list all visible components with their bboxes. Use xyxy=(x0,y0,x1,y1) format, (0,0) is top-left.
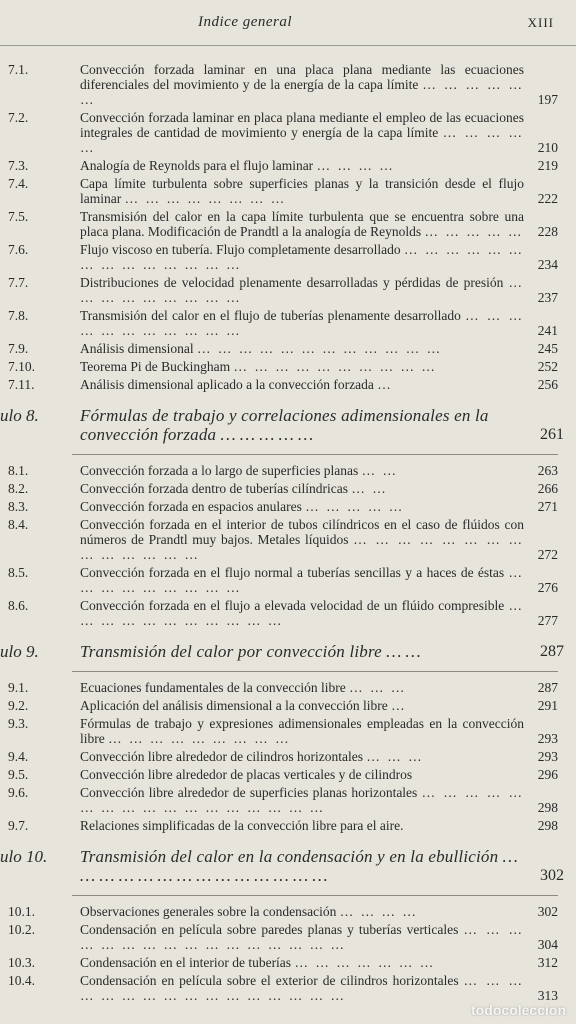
leader-dots: … xyxy=(377,377,393,392)
leader-dots: … … … … … … … … … … … … … … … … … xyxy=(80,785,525,815)
entry-title: Convección forzada laminar en placa plana mediante el empleo de las ecuaciones integrales de cantidad de movimiento y energía de la capa límite xyxy=(80,110,524,140)
entry-title: Convección forzada a lo largo de superficies planas xyxy=(80,463,359,478)
entry-title: Convección forzada en el flujo normal a tuberías sencillas y a haces de éstas xyxy=(80,565,505,580)
entry-page: 287 xyxy=(537,680,558,695)
entry-page: 228 xyxy=(537,224,558,239)
entry-number: 10.1. xyxy=(8,904,35,919)
toc-entry xyxy=(0,308,576,338)
entry-title: Distribuciones de velocidad plenamente desarrolladas y pérdidas de presión xyxy=(80,275,504,290)
entry-page: 219 xyxy=(537,158,558,173)
divider xyxy=(72,895,558,896)
entry-number: 9.4. xyxy=(8,749,29,764)
toc-entry xyxy=(0,598,576,628)
chapter-page: 261 xyxy=(540,426,564,443)
chapter-title: Transmisión del calor en la condensación y en la ebullición xyxy=(80,847,499,866)
entry-page: 271 xyxy=(537,499,558,514)
table-of-contents xyxy=(0,62,576,1006)
entry-number: 8.5. xyxy=(8,565,29,580)
chapter-label: ulo 8. xyxy=(0,406,39,425)
entry-number: 7.11. xyxy=(8,377,35,392)
entry-title: Análisis dimensional xyxy=(80,341,194,356)
toc-entry xyxy=(0,698,576,713)
entry-title: Flujo viscoso en tubería. Flujo completamente desarrollado xyxy=(80,242,401,257)
entry-title: Condensación en película sobre paredes planas y tuberías verticales xyxy=(80,922,459,937)
entry-page: 313 xyxy=(537,988,558,1003)
entry-page: 210 xyxy=(537,140,558,155)
toc-entry xyxy=(0,749,576,764)
entry-number: 9.5. xyxy=(8,767,29,782)
entry-page: 241 xyxy=(537,323,558,338)
entry-title: Relaciones simplificadas de la convección libre para el aire. xyxy=(80,818,404,833)
entry-page: 298 xyxy=(537,800,558,815)
toc-entry xyxy=(0,973,576,1003)
divider xyxy=(72,671,558,672)
entry-number: 7.3. xyxy=(8,158,29,173)
entry-page: 263 xyxy=(537,463,558,478)
toc-entry xyxy=(0,209,576,239)
entry-page: 266 xyxy=(537,481,558,496)
entry-number: 7.1. xyxy=(8,62,29,77)
entry-number: 10.4. xyxy=(8,973,35,988)
page-number: XIII xyxy=(527,14,554,30)
leader-dots: … … … … … xyxy=(80,125,524,155)
entry-number: 10.3. xyxy=(8,955,35,970)
toc-entry xyxy=(0,922,576,952)
toc-entry xyxy=(0,242,576,272)
entry-number: 9.7. xyxy=(8,818,29,833)
entry-number: 8.3. xyxy=(8,499,29,514)
leader-dots: … … … … … … … … … … … xyxy=(80,598,525,628)
entry-title: Convección forzada en espacios anulares xyxy=(80,499,302,514)
entry-number: 8.2. xyxy=(8,481,29,496)
entry-title: Condensación en el interior de tuberías xyxy=(80,955,292,970)
divider xyxy=(72,454,558,455)
entry-title: Análisis dimensional aplicado a la convección forzada xyxy=(80,377,374,392)
leader-dots: … … … xyxy=(366,749,424,764)
toc-entry xyxy=(0,275,576,305)
toc-entry xyxy=(0,499,576,514)
leader-dots: … … … … … … … … … … … … xyxy=(197,341,443,356)
entry-page: 291 xyxy=(537,698,558,713)
entry-title: Convección libre alrededor de cilindros horizontales xyxy=(80,749,364,764)
toc-entry xyxy=(0,62,576,107)
entry-page: 237 xyxy=(537,290,558,305)
watermark: todocoleccion xyxy=(471,1002,566,1018)
leader-dots: … … … … … … xyxy=(80,77,525,107)
entry-title: Convección forzada en el flujo a elevada velocidad de un flúido compresible xyxy=(80,598,505,613)
entry-page: 296 xyxy=(537,767,558,782)
entry-title: Teorema Pi de Buckingham xyxy=(80,359,231,374)
toc-entry xyxy=(0,481,576,496)
leader-dots: … … … … … … … … … … … … … … … … xyxy=(80,922,525,952)
toc-entry xyxy=(0,955,576,970)
chapter-heading xyxy=(0,847,576,885)
entry-number: 7.4. xyxy=(8,176,29,191)
toc-entry xyxy=(0,785,576,815)
entry-number: 7.10. xyxy=(8,359,35,374)
entry-number: 9.2. xyxy=(8,698,29,713)
entry-title: Capa límite turbulenta sobre superficies planas y la transición desde el flujo laminar xyxy=(80,176,524,206)
entry-page: 272 xyxy=(537,547,558,562)
leader-dots: … … … … … xyxy=(305,499,405,514)
toc-entry xyxy=(0,359,576,374)
entry-number: 9.1. xyxy=(8,680,29,695)
entry-page: 256 xyxy=(537,377,558,392)
toc-entry xyxy=(0,377,576,392)
toc-entry xyxy=(0,565,576,595)
entry-title: Ecuaciones fundamentales de la convección libre xyxy=(80,680,346,695)
entry-number: 7.8. xyxy=(8,308,29,323)
leader-dots: … … … … xyxy=(339,904,418,919)
chapter-label: ulo 10. xyxy=(0,847,48,866)
entry-page: 276 xyxy=(537,580,558,595)
entry-title: Fórmulas de trabajo y expresiones adimensionales empleadas en la convección libre xyxy=(80,716,524,746)
entry-title: Observaciones generales sobre la condensación xyxy=(80,904,337,919)
entry-number: 7.5. xyxy=(8,209,29,224)
leader-dots: … … xyxy=(361,463,399,478)
toc-entry xyxy=(0,176,576,206)
entry-title: Analogía de Reynolds para el flujo laminar xyxy=(80,158,314,173)
entry-page: 293 xyxy=(537,731,558,746)
toc-entry xyxy=(0,767,576,782)
toc-entry xyxy=(0,904,576,919)
entry-title: Transmisión del calor en el flujo de tuberías plenamente desarrollado xyxy=(80,308,461,323)
entry-page: 245 xyxy=(537,341,558,356)
entry-number: 9.3. xyxy=(8,716,29,731)
toc-entry xyxy=(0,463,576,478)
page-header xyxy=(0,0,576,46)
entry-number: 7.2. xyxy=(8,110,29,125)
leader-dots: … … … … … … … … … … … xyxy=(80,308,524,338)
chapter-title: Fórmulas de trabajo y correlaciones adimensionales en la convección forzada xyxy=(80,406,489,444)
entry-title: Convección forzada en el interior de tubos cilíndricos en el caso de flúidos con números de Prandtl muy bajos. Metales líquidos xyxy=(80,517,524,547)
entry-title: Convección libre alrededor de superficies planas horizontales xyxy=(80,785,418,800)
chapter-page: 302 xyxy=(540,867,564,884)
leader-dots: … … … … … … … xyxy=(294,955,436,970)
toc-entry xyxy=(0,158,576,173)
entry-number: 7.6. xyxy=(8,242,29,257)
leader-dots: … … … … … … … … … … … … … … xyxy=(80,847,518,885)
toc-entry xyxy=(0,341,576,356)
entry-number: 7.7. xyxy=(8,275,29,290)
chapter-heading xyxy=(0,406,576,444)
leader-dots: … … … … … … … … xyxy=(124,191,287,206)
entry-title: Condensación en película sobre el exterior de cilindros horizontales xyxy=(80,973,459,988)
entry-page: 304 xyxy=(537,937,558,952)
entry-number: 7.9. xyxy=(8,341,29,356)
entry-page: 298 xyxy=(537,818,558,833)
leader-dots: … … … … … xyxy=(220,425,314,444)
entry-title: Convección forzada laminar en una placa plana mediante las ecuaciones diferenciales del movimiento y de la energía de la capa límite xyxy=(80,62,524,92)
leader-dots: … … xyxy=(386,642,421,661)
toc-entry xyxy=(0,716,576,746)
leader-dots: … … … … … … … … … … … … … … xyxy=(80,532,525,562)
entry-page: 277 xyxy=(537,613,558,628)
chapter-label: ulo 9. xyxy=(0,642,39,661)
toc-entry xyxy=(0,680,576,695)
leader-dots: … … … … … … … … … … xyxy=(233,359,437,374)
entry-number: 9.6. xyxy=(8,785,29,800)
chapter-page: 287 xyxy=(540,643,564,660)
entry-page: 222 xyxy=(537,191,558,206)
chapter-title: Transmisión del calor por convección libre xyxy=(80,642,382,661)
leader-dots: … … … … … … … … … xyxy=(80,565,525,595)
running-title: Indice general xyxy=(198,14,293,30)
leader-dots: … … … … xyxy=(316,158,395,173)
toc-entry xyxy=(0,110,576,155)
leader-dots: … xyxy=(391,698,407,713)
leader-dots: … … … … … … … … … … … … … … … … xyxy=(80,973,524,1003)
chapter-heading xyxy=(0,642,576,661)
leader-dots: … … … … … … … … … xyxy=(80,275,524,305)
entry-page: 312 xyxy=(537,955,558,970)
leader-dots: … … … … … xyxy=(424,224,524,239)
entry-page: 252 xyxy=(537,359,558,374)
entry-page: 293 xyxy=(537,749,558,764)
entry-title: Aplicación del análisis dimensional a la convección libre xyxy=(80,698,388,713)
entry-number: 10.2. xyxy=(8,922,35,937)
entry-title: Convección forzada dentro de tuberías cilíndricas xyxy=(80,481,349,496)
toc-entry xyxy=(0,517,576,562)
entry-number: 8.4. xyxy=(8,517,29,532)
entry-page: 302 xyxy=(537,904,558,919)
entry-page: 234 xyxy=(537,257,558,272)
entry-number: 8.1. xyxy=(8,463,29,478)
entry-page: 197 xyxy=(537,92,558,107)
toc-entry xyxy=(0,818,576,833)
leader-dots: … … … … … … … … … … … … … … xyxy=(80,242,524,272)
entry-title: Transmisión del calor en la capa límite turbulenta que se encuentra sobre una placa plana. Modificación de Prandtl a la analogía de Reynolds xyxy=(80,209,524,239)
leader-dots: … … … xyxy=(349,680,407,695)
leader-dots: … … … … … … … … … xyxy=(108,731,291,746)
entry-number: 8.6. xyxy=(8,598,29,613)
leader-dots: … … xyxy=(351,481,388,496)
entry-title: Convección libre alrededor de placas verticales y de cilindros xyxy=(80,767,413,782)
